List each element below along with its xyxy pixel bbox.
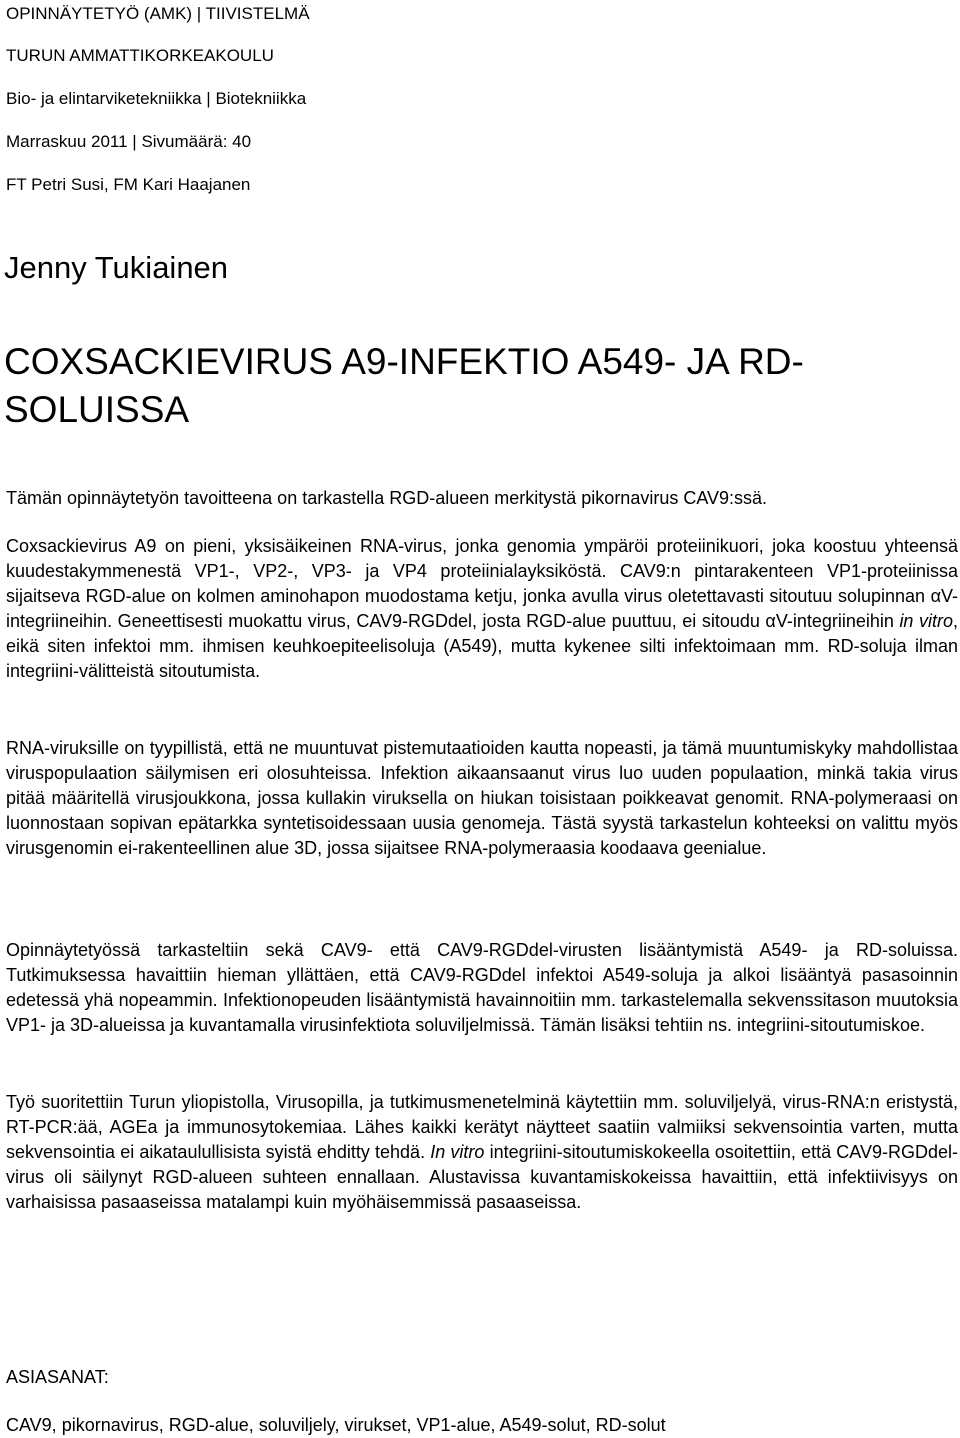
paragraph-1-text-b: , eikä siten infektoi mm. ihmisen keuhkoepiteelisoluja (A549), mutta kykenee silti infektoimaan mm. RD-soluja ilman integriini-välitteistä sitoutumista. <box>6 611 959 681</box>
school-name: TURUN AMMATTIKORKEAKOULU <box>6 46 274 65</box>
abstract-paragraph-4 <box>6 1090 958 1215</box>
paragraph-1-text-a: Coxsackievirus A9 on pieni, yksisäikeinen RNA-virus, jonka genomia ympäröi proteiinikuori, joka koostuu yhteensä kuudestakymmenestä VP1-, VP2-, VP3- ja VP4 proteiinialayksiköstä. CAV9:n pintarakenteen VP1-proteiinissa sijaitseva RGD-alue on kolmen aminohapon muodostama ketju, jonka avulla virus oletettavasti sitoutuu solupinnan αV-integriineihin. Geneettisesti muokattu virus, CAV9-RGDdel, josta RGD-alue puuttuu, ei sitoudu αV-integriineihin <box>6 536 958 631</box>
abstract-paragraph-2: RNA-viruksille on tyypillistä, että ne muuntuvat pistemutaatioiden kautta nopeasti, ja tämä muuntumiskyky mahdollistaa viruspopulaation säilymisen eri olosuhteissa. Infektion aikaansaanut virus luo uuden populaation, minkä takia virus pitää määritellä virusjoukkona, jossa kullakin viruksella on hiukan toisistaan poikkeavat genomit. RNA-polymeraasi on luonnostaan sopivan epätarkka syntetisoidessaan uusia genomeja. Tästä syystä tarkastelun kohteeksi on valittu myös virusgenomin ei-rakenteellinen alue 3D, jossa sijaitsee RNA-polymeraasia koodaava geenialue. <box>6 738 958 858</box>
paragraph-4-text-a: Työ suoritettiin Turun yliopistolla, Virusopilla, ja tutkimusmenetelminä käytettiin mm. soluviljelyä, virus-RNA:n eristystä, RT-PCR:ää, AGEa ja immunosytokemiaa. Lähes kaikki kerätyt näytteet saatiin valmiiksi sekvensointia varten, mutta sekvensointia ei aikataulullisista syistä ehditty tehdä. <box>6 1092 958 1162</box>
keywords-list: CAV9, pikornavirus, RGD-alue, soluviljely, virukset, VP1-alue, A549-solut, RD-solut <box>6 1415 666 1435</box>
paragraph-4-text-b: integriini-sitoutumiskokeella osoitettiin, että CAV9-RGDdel-virus oli säilynyt RGD-alueen suhteen ennallaan. Alustavissa kuvantamiskokeissa havaittiin, että infektiivisyys on varhaisissa pasaaseissa matalampi kuin myöhäisemmissä pasaaseissa. <box>6 1142 958 1212</box>
paragraph-1-italic: in vitro <box>899 611 953 631</box>
thesis-type: OPINNÄYTETYÖ (AMK) | TIIVISTELMÄ <box>6 4 310 23</box>
paragraph-4-italic: In vitro <box>430 1142 485 1162</box>
supervisors: FT Petri Susi, FM Kari Haajanen <box>6 175 251 194</box>
abstract-paragraph-1 <box>6 534 958 684</box>
keywords-label: ASIASANAT: <box>6 1367 109 1387</box>
abstract-paragraph-3: Opinnäytetyössä tarkasteltiin sekä CAV9- että CAV9-RGDdel-virusten lisääntymistä A549- ja RD-soluissa. Tutkimuksessa havaittiin hieman yllättäen, että CAV9-RGDdel infektoi A549-soluja ja alkoi lisääntyä pasasoinnin edetessä yhä nopeammin. Infektionopeuden lisääntymistä havainnoitiin mm. tarkastelemalla sekvenssitason muutoksia VP1- ja 3D-alueissa ja kuvantamalla virusinfektiota soluviljelmissä. Tämän lisäksi tehtiin ns. integriini-sitoutumiskoe. <box>6 940 958 1035</box>
date-and-pages: Marraskuu 2011 | Sivumäärä: 40 <box>6 132 252 151</box>
aim-statement: Tämän opinnäytetyön tavoitteena on tarkastella RGD-alueen merkitystä pikornavirus CAV9:ssä. <box>6 488 768 508</box>
thesis-title: COXSACKIEVIRUS A9-INFEKTIO A549- JA RD-SOLUISSA <box>4 341 804 430</box>
degree-programme: Bio- ja elintarviketekniikka | Biotekniikka <box>6 89 307 108</box>
author-name: Jenny Tukiainen <box>4 250 229 285</box>
